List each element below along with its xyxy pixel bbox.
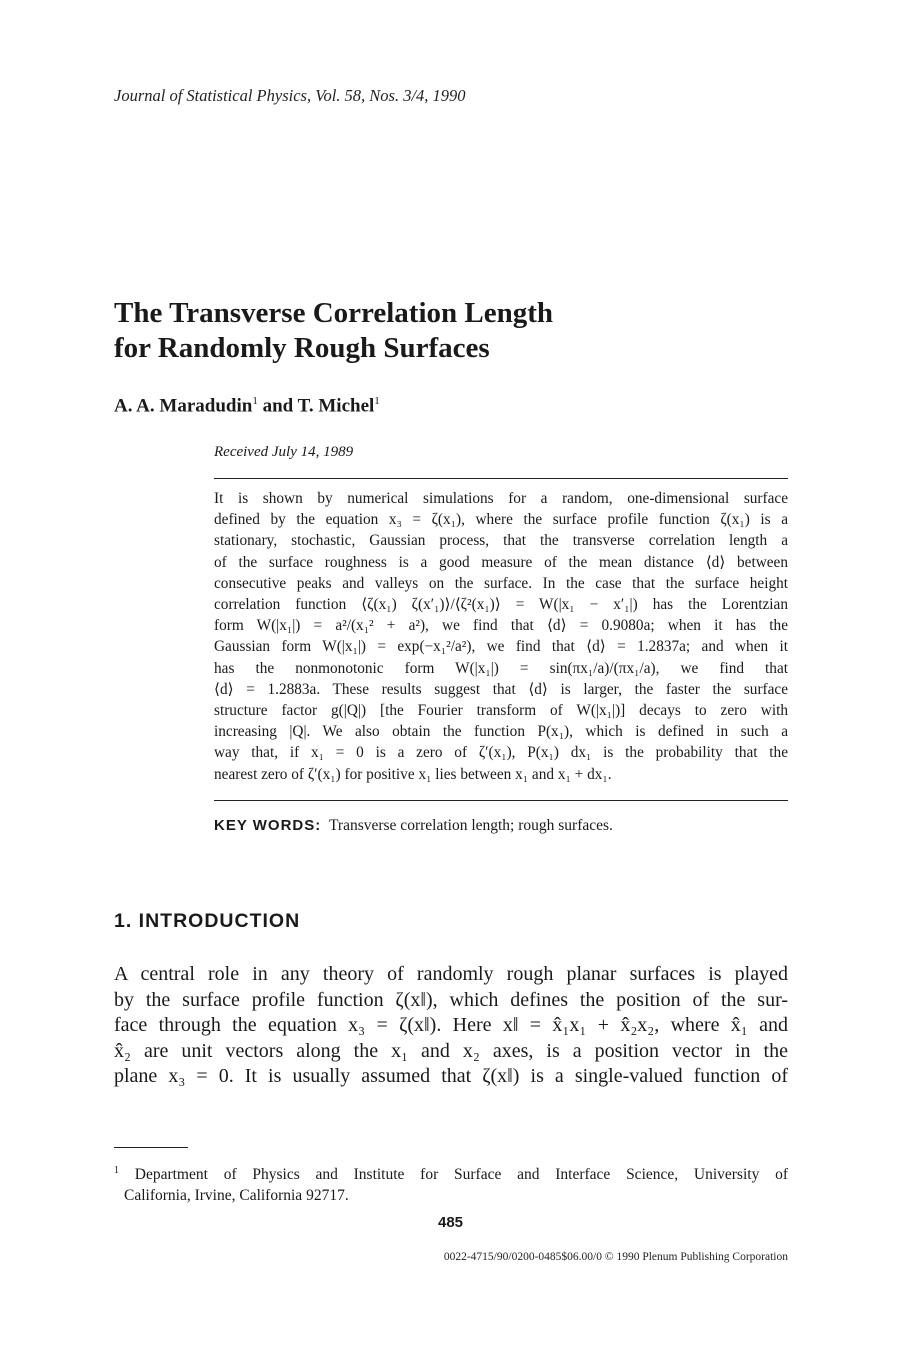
section-heading: 1. INTRODUCTION [114,910,301,932]
intro-line: A central role in any theory of randomly rough planar surfaces is played [114,963,788,985]
abstract-line: ⟨d⟩ = 1.2883a. These results suggest that ⟨d⟩ is larger, the faster the surface [214,680,788,698]
abstract-line: structure factor g(|Q|) [the Fourier transform of W(|x₁|)] decays to zero with [214,702,788,720]
footnote-line: California, Irvine, California 92717. [124,1187,349,1205]
abstract-top-rule [214,478,788,479]
journal-citation: Journal of Statistical Physics, Vol. 58, Nos. 3/4, 1990 [114,86,466,105]
abstract-line: Gaussian form W(|x₁|) = exp(−x₁²/a²), we find that ⟨d⟩ = 1.2837a; and when it [214,638,788,656]
abstract-line: nearest zero of ζ′(x₁) for positive x₁ lies between x₁ and x₁ + dx₁. [214,765,612,783]
keywords-label: KEY WORDS: [214,817,322,834]
abstract-bottom-rule [214,800,788,801]
abstract-line: increasing |Q|. We also obtain the function P(x₁), which is defined in such a [214,723,788,741]
introduction-text [114,962,788,1090]
abstract-line: defined by the equation x₃ = ζ(x₁), where the surface profile function ζ(x₁) is a [214,511,788,529]
intro-line: x̂₂ are unit vectors along the x₁ and x₂ axes, is a position vector in the [114,1039,788,1062]
footnote [114,1160,788,1206]
abstract-line: consecutive peaks and valleys on the surface. In the case that the surface height [214,574,788,592]
received-date: Received July 14, 1989 [214,444,354,460]
title-line-2: for Randomly Rough Surfaces [114,332,490,364]
footnote-marker: 1 [114,1165,119,1176]
author-name: A. A. Maradudin [114,395,253,417]
abstract-line: form W(|x₁|) = a²/(x₁² + a²), we find that ⟨d⟩ = 0.9080a; when it has the [214,617,788,635]
affiliation-marker: 1 [374,395,380,407]
author-name: T. Michel [297,395,375,417]
abstract-line: correlation function ⟨ζ(x₁) ζ(x′₁)⟩/⟨ζ²(x₁)⟩ = W(|x₁ − x′₁|) has the Lorentzian [214,596,788,614]
keywords-text: Transverse correlation length; rough surfaces. [328,817,613,834]
intro-line: face through the equation x₃ = ζ(x‖). Here x‖ = x̂₁x₁ + x̂₂x₂, where x̂₁ and [114,1014,788,1037]
abstract-line: has the nonmonotonic form W(|x₁|) = sin(πx₁/a)/(πx₁/a), we find that [214,659,788,677]
abstract [214,488,788,785]
abstract-line: way that, if x₁ = 0 is a zero of ζ′(x₁), P(x₁) dx₁ is the probability that the [214,744,788,762]
author-separator: and [257,395,298,417]
author-list [114,395,380,417]
affiliation-marker: 1 [252,395,258,407]
paper-title [114,296,764,366]
abstract-line: It is shown by numerical simulations for a random, one-dimensional surface [214,490,788,507]
intro-line: by the surface profile function ζ(x‖), which defines the position of the sur- [114,988,788,1011]
title-line-1: The Transverse Correlation Length [114,297,554,329]
intro-line: plane x₃ = 0. It is usually assumed that ζ(x‖) is a single-valued function of [114,1065,788,1088]
footnote-rule [114,1147,188,1148]
page-number: 485 [437,1214,464,1231]
abstract-line: stationary, stochastic, Gaussian process, that the transverse correlation length a [214,532,788,550]
keywords [214,817,613,835]
abstract-line: of the surface roughness is a good measure of the mean distance ⟨d⟩ between [214,553,788,571]
footnote-line [114,1160,788,1185]
copyright-line: 0022-4715/90/0200-0485$06.00/0 © 1990 Plenum Publishing Corporation [443,1251,788,1263]
footnote-text: Department of Physics and Institute for Surface and Interface Science, University of [134,1166,789,1184]
